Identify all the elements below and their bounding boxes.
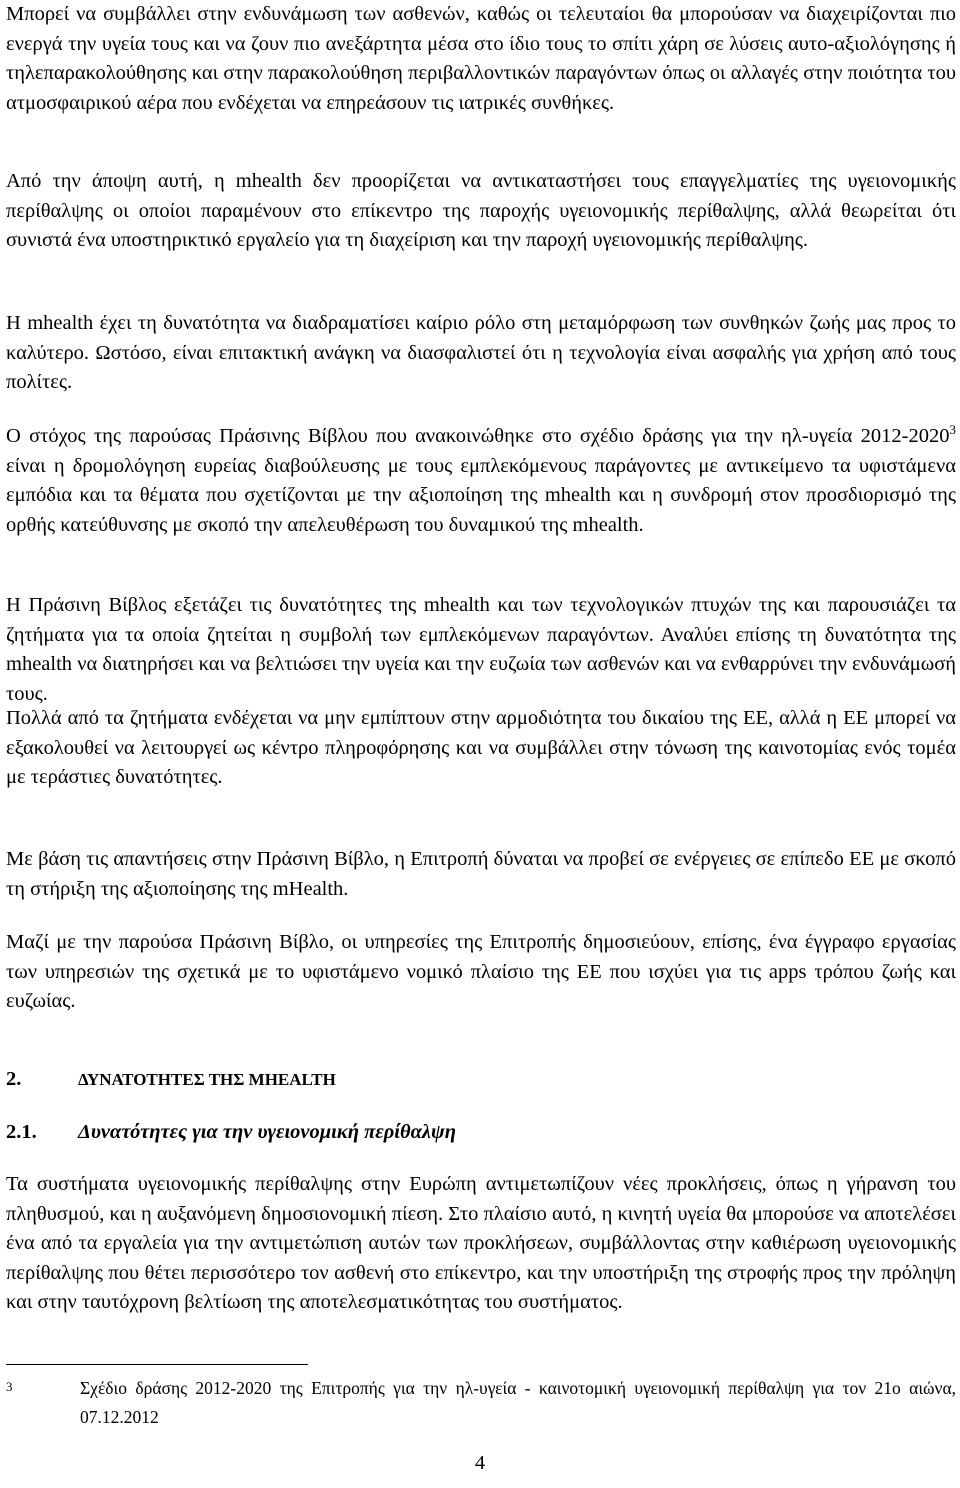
paragraph-green-paper-goal (6, 422, 956, 540)
subsection-title: Δυνατότητες για την υγειονομική περίθαλψη (78, 1121, 456, 1143)
section-number: 2. (6, 1068, 22, 1090)
footnote-divider (6, 1364, 308, 1365)
footnote-text: Σχέδιο δράσης 2012-2020 της Επιτροπής για την ηλ-υγεία - καινοτομική υγειονομική περίθαλψη για τον 21ο αιώνα, 07.12.2012 (80, 1378, 956, 1427)
paragraph-goal-text: Ο στόχος της παρούσας Πράσινης Βίβλου που ανακοινώθηκε στο σχέδιο δράσης για την ηλ-υγεία 2012-2020 (6, 425, 950, 447)
footnote (6, 1374, 956, 1432)
paragraph-eu-competence: Πολλά από τα ζητήματα ενδέχεται να μην εμπίπτουν στην αρμοδιότητα του δικαίου της ΕΕ, αλλά η ΕΕ μπορεί να εξακολουθεί να λειτουργεί ως κέντρο πληροφόρησης και να συμβάλλει στην τόνωση της καινοτομίας ενός τομέα με τεράστιες δυνατότητες. (6, 707, 956, 788)
paragraph-healthcare-challenges: Τα συστήματα υγειονομικής περίθαλψης στην Ευρώπη αντιμετωπίζουν νέες προκλήσεις, όπως η γήρανση του πληθυσμού, και η αυξανόμενη δημοσιονομική πίεση. Στο πλαίσιο αυτό, η κινητή υγεία θα μπορούσε να αποτελέσει ένα από τα εργαλεία για την αντιμετώπιση αυτών των προκλήσεων, συμβάλλοντας στην καθιέρωση υγειονομικής περίθαλψης που θέτει περισσότερο τον ασθενή στο επίκεντρο, και την υποστήριξη της στροφής προς την πρόληψη και στην ταυτόχρονη βελτίωση της αποτελεσματικότητας του συστήματος. (6, 1173, 956, 1313)
footnote-mark: 3 (6, 1379, 13, 1394)
section-title: ΔΥΝΑΤΟΤΗΤΕΣ ΤΗΣ MHEALTH (78, 1070, 336, 1089)
paragraph-transformation: Η mhealth έχει τη δυνατότητα να διαδραματίσει καίριο ρόλο στη μεταμόρφωση των συνθηκών ζωής μας προς το καλύτερο. Ωστόσο, είναι επιτακτική ανάγκη να διασφαλιστεί ότι η τεχνολογία είναι ασφαλής για χρήση από τους πολίτες. (6, 312, 956, 393)
footnote-reference[interactable]: 3 (949, 422, 956, 438)
subsection-number: 2.1. (6, 1121, 37, 1143)
paragraph-green-paper-examines: Η Πράσινη Βίβλος εξετάζει τις δυνατότητες της mhealth και των τεχνολογικών πτυχών της και παρουσιάζει τα ζητήματα για τα οποία ζητείται η συμβολή των εμπλεκόμενων παραγόντων. Αναλύει επίσης τη δυνατότητα της mhealth να διατηρήσει και να βελτιώσει την υγεία και την ευζωία των ασθενών και να ενθαρρύνει την ενδυνάμωσή τους. (6, 594, 956, 705)
paragraph-support-tool: Από την άποψη αυτή, η mhealth δεν προορίζεται να αντικαταστήσει τους επαγγελματίες της υγειονομικής περίθαλψης οι οποίοι παραμένουν στο επίκεντρο της παροχής υγειονομικής περίθαλψης, αλλά θεωρείται ότι συνιστά ένα υποστηρικτικό εργαλείο για τη διαχείριση και την παροχή υγειονομικής περίθαλψης. (6, 170, 956, 251)
paragraph-commission-actions: Με βάση τις απαντήσεις στην Πράσινη Βίβλο, η Επιτροπή δύναται να προβεί σε ενέργειες σε επίπεδο ΕΕ με σκοπό τη στήριξη της αξιοποίησης της mHealth. (6, 848, 956, 900)
subsection-heading-2-1 (6, 1118, 456, 1148)
section-heading-2 (6, 1065, 336, 1095)
paragraph-patient-empowerment: Μπορεί να συμβάλλει στην ενδυνάμωση των ασθενών, καθώς οι τελευταίοι θα μπορούσαν να διαχειρίζονται πιο ενεργά την υγεία τους και να ζουν πιο ανεξάρτητα μέσα στο ίδιο τους το σπίτι χάρη σε λύσεις αυτο-αξιολόγησης ή τηλεπαρακολούθησης και στην παρακολούθηση περιβαλλοντικών παραγόντων όπως οι αλλαγές στην ποιότητα του ατμοσφαιρικού αέρα που ενδέχεται να επηρεάσουν τις ιατρικές συνθήκες. (6, 3, 956, 114)
page-number: 4 (474, 1452, 486, 1474)
paragraph-working-document: Μαζί με την παρούσα Πράσινη Βίβλο, οι υπηρεσίες της Επιτροπής δημοσιεύουν, επίσης, ένα έγγραφο εργασίας των υπηρεσιών της σχετικά με το υφιστάμενο νομικό πλαίσιο της ΕΕ που ισχύει για τις apps τρόπου ζωής και ευζωίας. (6, 931, 956, 1012)
paragraph-goal-text-continued: είναι η δρομολόγηση ευρείας διαβούλευσης με τους εμπλεκόμενους παράγοντες με αντικείμενο τα υφιστάμενα εμπόδια και τα θέματα που σχετίζονται με την αξιοποίηση της mhealth και η συνδρομή στον προσδιορισμό της ορθής κατεύθυνσης με σκοπό την απελευθέρωση του δυναμικού της mhealth. (6, 454, 956, 536)
